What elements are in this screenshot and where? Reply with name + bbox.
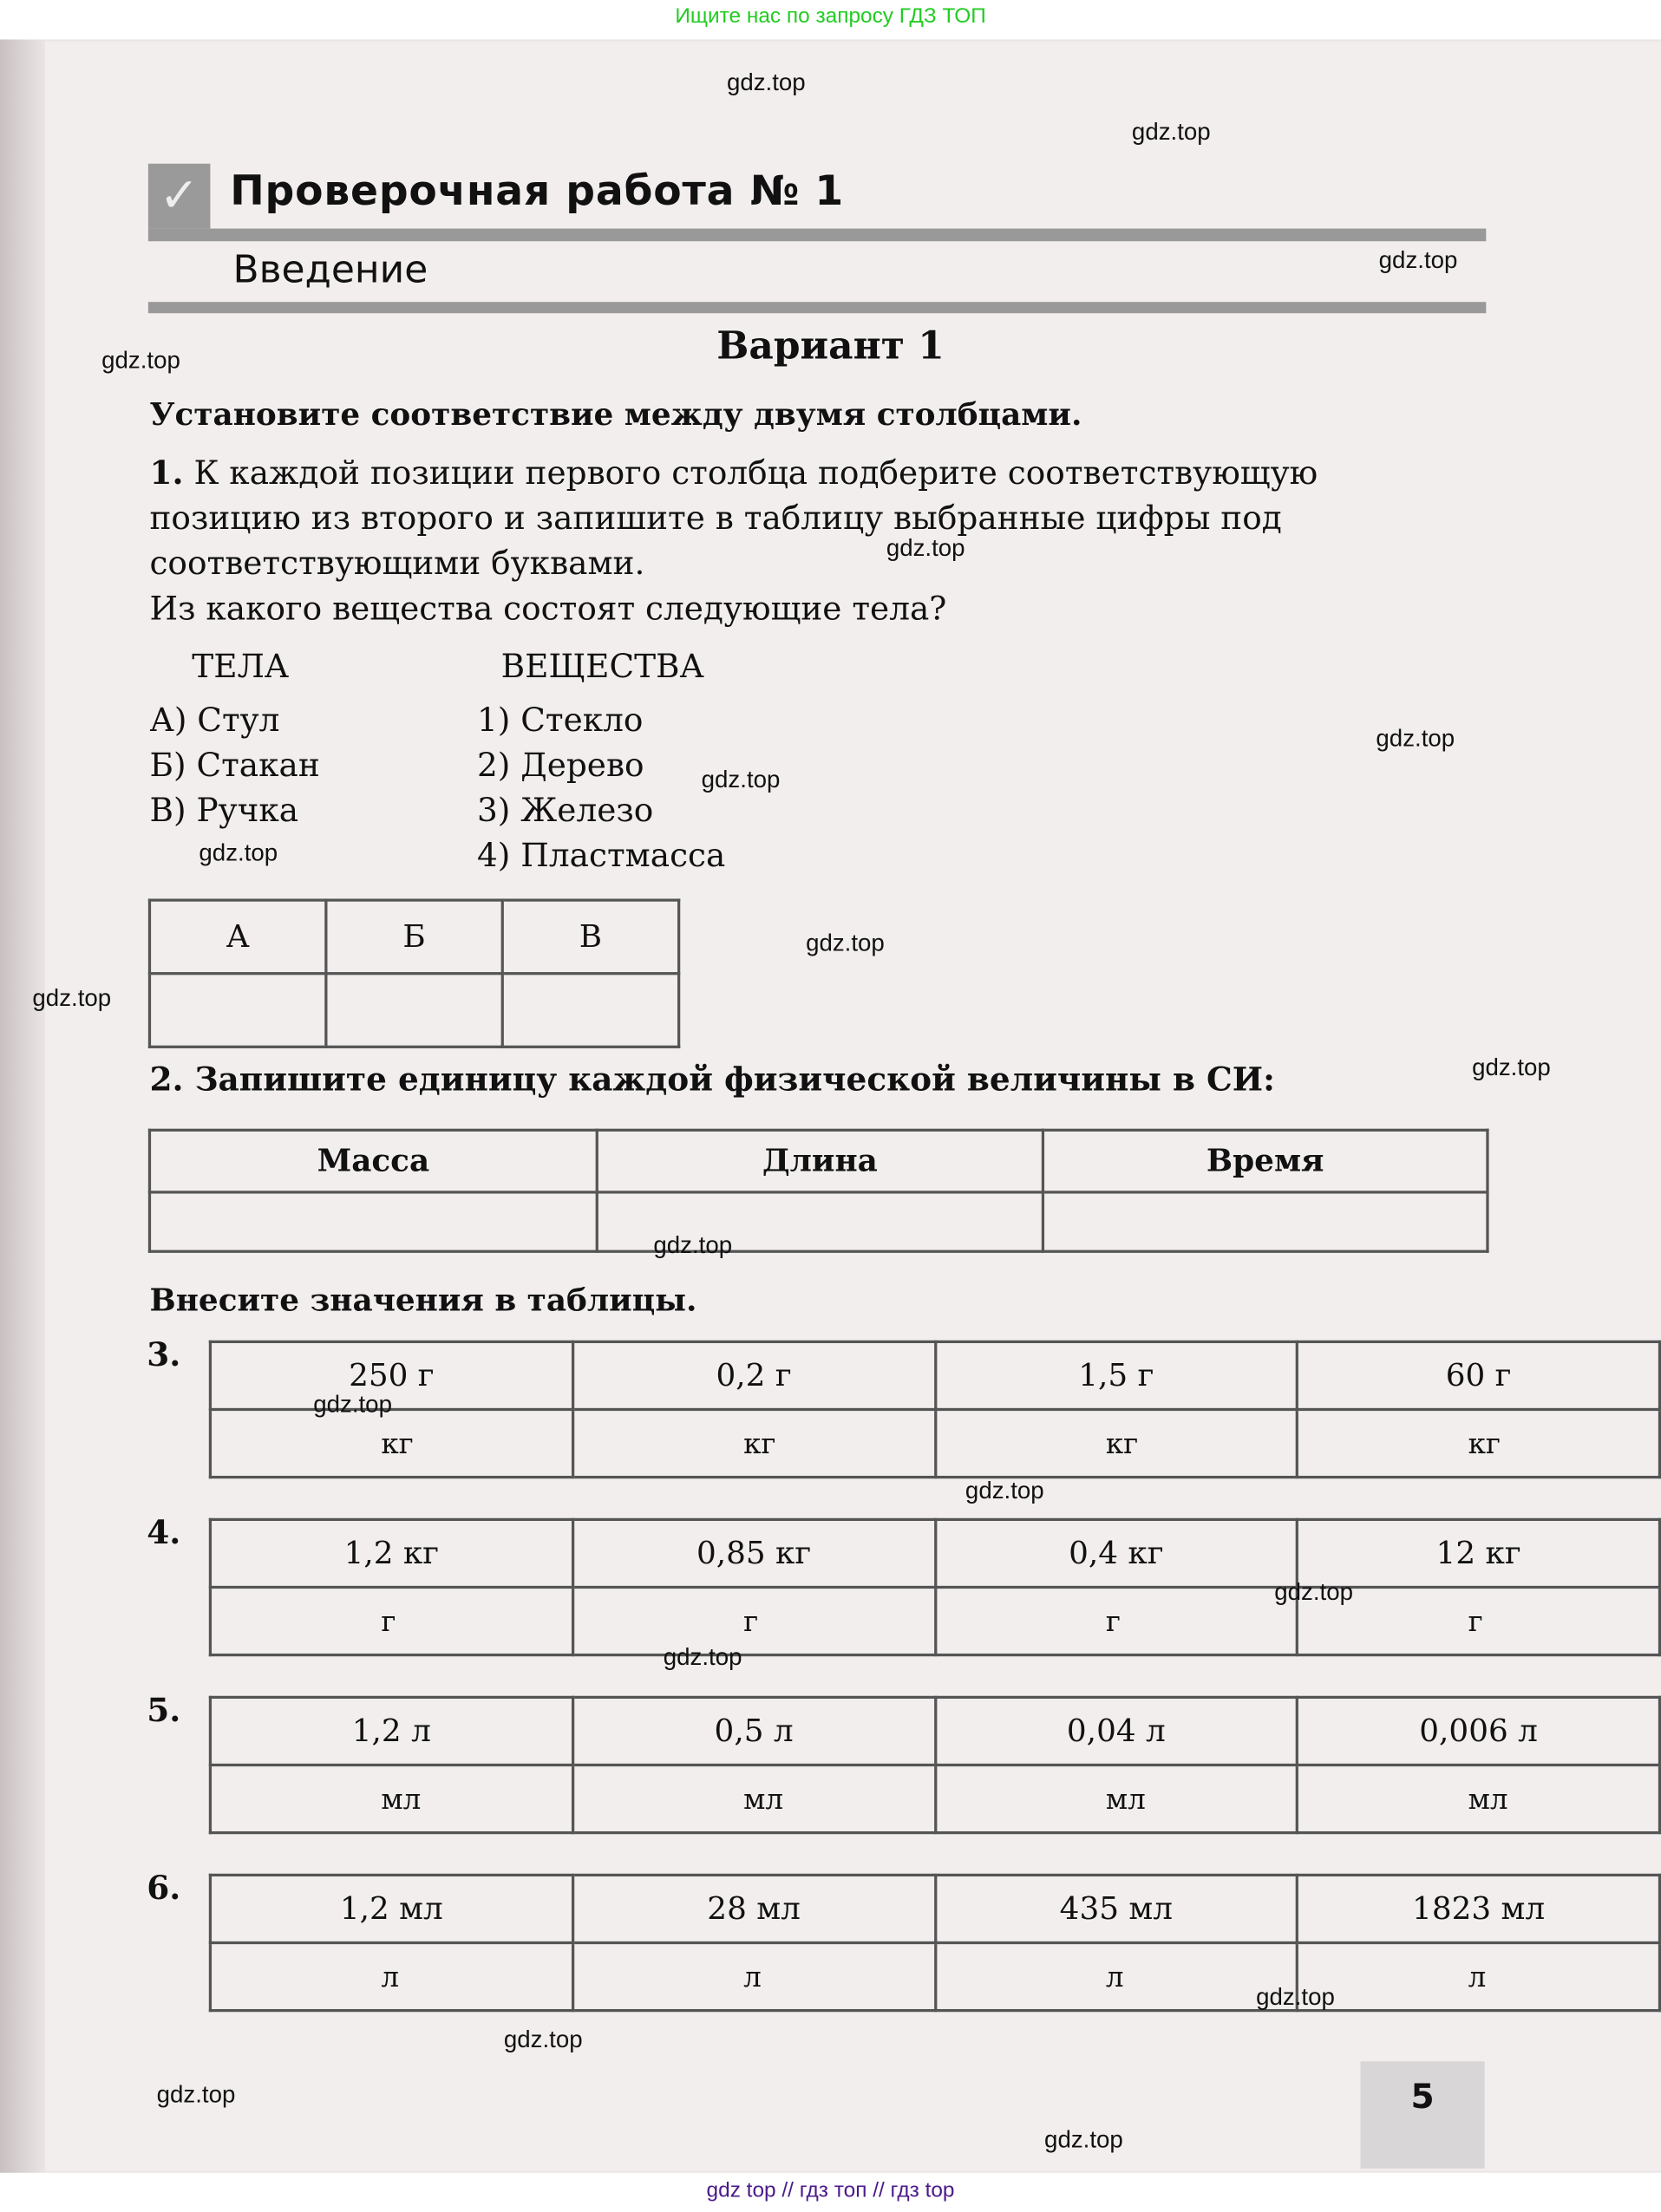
answer-cell[interactable]: г (572, 1587, 935, 1654)
variant-title: Вариант 1 (716, 324, 945, 369)
col2-item: 4) Пластмасса (476, 838, 726, 875)
col1-header: ТЕЛА (192, 649, 290, 686)
col2-header: ВЕЩЕСТВА (500, 649, 704, 686)
task1-line: 1. К каждой позиции первого столбца подберите соответствующую (149, 453, 1318, 493)
work-title-bar (148, 164, 1486, 241)
answer-cell[interactable]: мл (935, 1765, 1298, 1833)
task-number: 3. (147, 1335, 181, 1374)
watermark: gdz.top (503, 2026, 583, 2053)
value-cell: 1,2 мл (210, 1875, 572, 1942)
conversion-table (209, 1874, 1661, 2012)
answer-cell[interactable] (326, 974, 502, 1047)
answer-cell[interactable] (149, 974, 325, 1047)
task-number: 6. (147, 1869, 181, 1908)
answer-cell[interactable]: кг (935, 1409, 1298, 1477)
watermark: gdz.top (101, 347, 180, 375)
watermark: gdz.top (806, 930, 885, 957)
answer-cell[interactable]: л (572, 1943, 935, 2011)
col1-item: Б) Стакан (149, 747, 320, 785)
value-cell: 12 кг (1298, 1519, 1660, 1587)
watermark: gdz.top (1472, 1054, 1551, 1081)
task-number: 4. (147, 1513, 181, 1552)
watermark: gdz.top (653, 1231, 733, 1259)
watermark: gdz.top (199, 839, 278, 867)
answer-cell[interactable] (502, 974, 678, 1047)
checkmark-icon: ✓ (148, 164, 211, 229)
watermark: gdz.top (965, 1477, 1044, 1504)
header-cell: А (149, 900, 325, 974)
header-cell: Время (1043, 1130, 1488, 1192)
watermark: gdz.top (886, 534, 965, 562)
answer-cell[interactable] (149, 1192, 597, 1251)
answer-cell[interactable]: кг (572, 1409, 935, 1477)
conversion-table (209, 1341, 1661, 1478)
bottom-banner[interactable]: gdz top // гдз топ // гдз top (706, 2178, 955, 2202)
task1-line: соответствующими буквами. (149, 545, 645, 583)
answer-table-2 (148, 1129, 1489, 1253)
watermark: gdz.top (32, 984, 112, 1012)
header-cell: Масса (149, 1130, 597, 1192)
answer-cell[interactable]: кг (210, 1409, 572, 1477)
answer-cell[interactable]: г (210, 1587, 572, 1654)
col1-list (149, 698, 319, 833)
value-cell: 0,5 л (572, 1697, 935, 1765)
header-cell: В (502, 900, 678, 974)
watermark: gdz.top (701, 766, 781, 793)
value-cell: 0,85 кг (572, 1519, 935, 1587)
value-cell: 0,006 л (1298, 1697, 1660, 1765)
header-cell: Длина (597, 1130, 1043, 1192)
value-cell: 250 г (210, 1341, 572, 1409)
task1-line: позицию из второго и запишите в таблицу выбранные цифры под (149, 500, 1282, 538)
answer-cell[interactable]: г (1298, 1587, 1660, 1654)
watermark: gdz.top (663, 1643, 742, 1671)
value-cell: 28 мл (572, 1875, 935, 1942)
col2-list (477, 698, 725, 878)
answer-cell[interactable] (1043, 1192, 1488, 1251)
col1-item: В) Ручка (149, 793, 299, 830)
divider (148, 302, 1486, 313)
value-cell: 0,04 л (935, 1697, 1298, 1765)
watermark: gdz.top (1131, 118, 1211, 146)
watermark: gdz.top (313, 1391, 392, 1419)
value-cell: 0,4 кг (935, 1519, 1298, 1587)
topic-title: Введение (232, 248, 428, 292)
watermark: gdz.top (1044, 2126, 1123, 2153)
header-cell: Б (326, 900, 502, 974)
watermark: gdz.top (726, 69, 806, 96)
conversion-table (209, 1518, 1661, 1656)
task2-text: 2. Запишите единицу каждой физической величины в СИ: (149, 1060, 1275, 1099)
watermark: gdz.top (156, 2080, 236, 2108)
col2-item: 2) Дерево (476, 747, 644, 785)
col2-item: 3) Железо (476, 793, 654, 830)
answer-cell[interactable]: кг (1298, 1409, 1660, 1477)
value-cell: 0,2 г (572, 1341, 935, 1409)
value-cell: 1,2 л (210, 1697, 572, 1765)
task-number: 5. (147, 1691, 181, 1730)
answer-cell[interactable]: мл (210, 1765, 572, 1833)
conversion-table (209, 1696, 1661, 1834)
page-number: 5 (1361, 2061, 1485, 2169)
top-banner[interactable]: Ищите нас по запросу ГДЗ ТОП (675, 3, 986, 29)
col1-item: А) Стул (149, 702, 280, 740)
answer-cell[interactable]: л (210, 1943, 572, 2011)
answer-cell[interactable]: г (935, 1587, 1298, 1654)
watermark: gdz.top (1274, 1578, 1354, 1606)
value-cell: 60 г (1298, 1341, 1660, 1409)
watermark: gdz.top (1376, 725, 1455, 753)
work-title: Проверочная работа № 1 (230, 166, 845, 215)
answer-table-1 (148, 898, 680, 1047)
task1-question: Из какого вещества состоят следующие тела? (149, 591, 947, 629)
instruction: Установите соответствие между двумя столбцами. (149, 396, 1082, 434)
task1-text (149, 452, 1487, 632)
answer-cell[interactable]: мл (572, 1765, 935, 1833)
value-cell: 435 мл (935, 1875, 1298, 1942)
value-cell: 1,5 г (935, 1341, 1298, 1409)
value-cell: 1823 мл (1298, 1875, 1660, 1942)
col2-item: 1) Стекло (476, 702, 644, 740)
answer-cell[interactable]: л (1298, 1943, 1660, 2011)
watermark: gdz.top (1378, 246, 1458, 274)
answer-cell[interactable]: л (935, 1943, 1298, 2011)
answer-cell[interactable]: мл (1298, 1765, 1660, 1833)
watermark: gdz.top (1256, 1983, 1335, 2011)
section-title: Внесите значения в таблицы. (149, 1282, 697, 1320)
value-cell: 1,2 кг (210, 1519, 572, 1587)
